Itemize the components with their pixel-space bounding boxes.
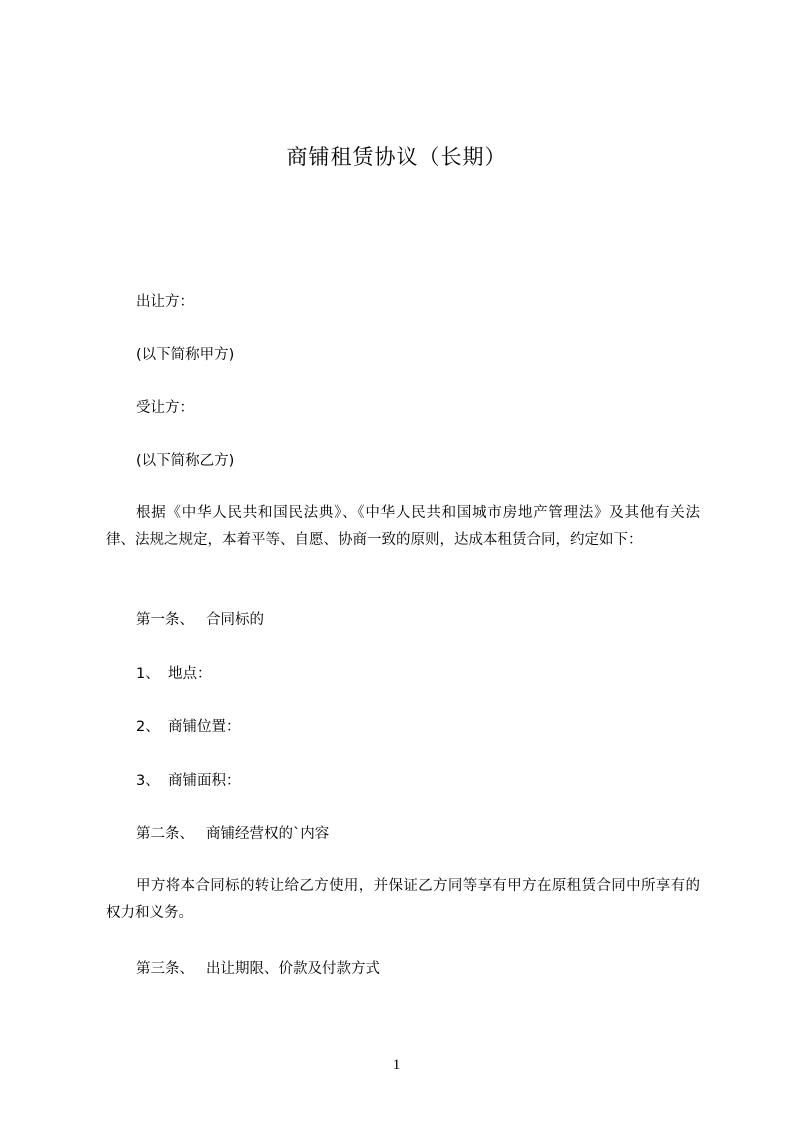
preamble-paragraph: 根据《中华人民共和国民法典》、《中华人民共和国城市房地产管理法》及其他有关法律、法规之规定，本着平等、自愿、协商一致的原则，达成本租赁合同，约定如下： (106, 505, 700, 548)
article-2-heading (136, 823, 329, 845)
list-item (136, 770, 241, 792)
party-a-note: (以下简称甲方) (136, 347, 235, 363)
article-3-number: 第三条、 (136, 961, 194, 977)
party-b-label: 受让方： (136, 400, 194, 416)
article-2-number: 第二条、 (136, 826, 194, 842)
list-item-number: 2、 (136, 719, 160, 735)
article-3-heading (136, 958, 380, 980)
article-3-title: 出让期限、价款及付款方式 (206, 961, 380, 977)
list-item-text: 商铺位置： (168, 719, 241, 735)
party-b-note: (以下简称乙方) (136, 453, 235, 469)
article-2-body: 甲方将本合同标的转让给乙方使用，并保证乙方同等享有甲方在原租赁合同中所享有的权力和义务。 (106, 878, 700, 921)
list-item-number: 1、 (136, 666, 160, 682)
party-a-label: 出让方： (136, 294, 194, 310)
article-1-number: 第一条、 (136, 612, 194, 628)
article-1-heading (136, 609, 264, 631)
list-item-text: 地点： (168, 666, 212, 682)
list-item (136, 716, 241, 738)
list-item-number: 3、 (136, 773, 160, 789)
article-1-title: 合同标的 (206, 612, 264, 628)
list-item (136, 663, 212, 685)
document-title: 商铺租赁协议（长期） (286, 145, 507, 169)
page-number: 1 (392, 1057, 401, 1073)
article-2-title: 商铺经营权的`内容 (206, 826, 330, 842)
list-item-text: 商铺面积： (168, 773, 241, 789)
